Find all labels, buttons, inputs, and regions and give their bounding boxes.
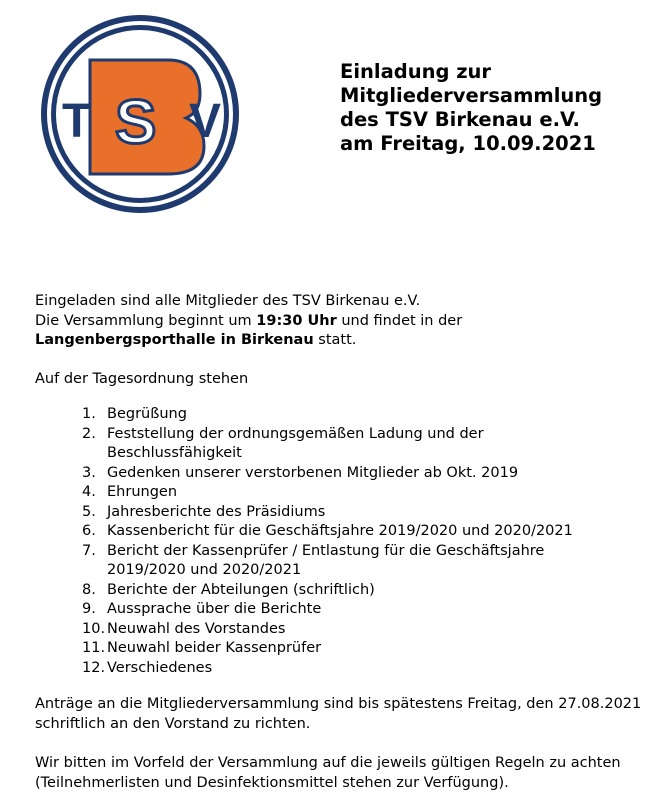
- agenda-number: 10.: [82, 620, 106, 637]
- agenda-item: [82, 620, 622, 640]
- logo-letter-t: T: [62, 95, 92, 148]
- agenda-text: Neuwahl beider Kassenprüfer: [107, 640, 322, 656]
- agenda-item: [82, 464, 622, 484]
- intro-line: [35, 331, 635, 351]
- deadline-paragraph: [35, 695, 642, 734]
- rules-paragraph: [35, 754, 635, 793]
- agenda-item: [82, 522, 622, 542]
- agenda-text: Ehrungen: [107, 484, 178, 500]
- agenda-heading: Auf der Tagesordnung stehen: [35, 371, 249, 387]
- agenda-text: Kassenbericht für die Geschäftsjahre 2019/2020 und 2020/2021: [107, 523, 573, 539]
- agenda-item: [82, 405, 622, 425]
- agenda-item: [82, 483, 622, 503]
- intro-line: Eingeladen sind alle Mitglieder des TSV Birkenau e.V.: [35, 293, 421, 309]
- agenda-item: [82, 600, 622, 620]
- meeting-venue: Langenbergsporthalle in Birkenau: [35, 332, 314, 348]
- intro-text: Die Versammlung beginnt um: [35, 312, 257, 329]
- intro-text: und findet in der: [336, 312, 463, 329]
- agenda-item: [82, 639, 622, 659]
- agenda-list: [82, 405, 622, 678]
- agenda-text: Aussprache über die Berichte: [107, 601, 322, 617]
- agenda-text: Feststellung der ordnungsgemäßen Ladung und der Beschlussfähigkeit: [107, 425, 484, 461]
- logo-letter-v: V: [189, 95, 222, 148]
- logo-letter-s: S: [115, 88, 157, 157]
- agenda-text: Verschiedenes: [107, 659, 213, 676]
- title-line: des TSV Birkenau e.V.: [340, 108, 580, 131]
- agenda-number: 5.: [82, 503, 96, 520]
- agenda-number: 11.: [82, 640, 106, 656]
- agenda-item: [82, 659, 622, 679]
- title-line: Mitgliederversammlung: [340, 84, 603, 107]
- agenda-number: 8.: [82, 581, 96, 598]
- intro-line: [35, 312, 635, 332]
- rules-line: (Teilnehmerlisten und Desinfektionsmittel stehen zur Verfügung).: [35, 774, 509, 791]
- agenda-number: 1.: [82, 406, 96, 422]
- intro-paragraph: [35, 292, 635, 351]
- tsv-birkenau-emblem: [38, 12, 242, 216]
- agenda-text: Jahresberichte des Präsidiums: [107, 503, 326, 520]
- agenda-number: 9.: [82, 601, 96, 617]
- meeting-time: 19:30 Uhr: [256, 312, 337, 329]
- title-line: am Freitag, 10.09.2021: [340, 132, 596, 155]
- agenda-text: Bericht der Kassenprüfer / Entlastung für die Geschäftsjahre 2019/2020 und 2020/2021: [107, 542, 545, 578]
- title-line: Einladung zur: [340, 60, 492, 83]
- agenda-text: Begrüßung: [107, 406, 187, 422]
- agenda-number: 12.: [82, 659, 106, 676]
- rules-line: Wir bitten im Vorfeld der Versammlung auf die jeweils gültigen Regeln zu achten: [35, 755, 621, 771]
- agenda-text: Neuwahl des Vorstandes: [107, 620, 286, 637]
- club-logo: [38, 12, 242, 216]
- agenda-number: 3.: [82, 464, 96, 481]
- agenda-item: [82, 503, 622, 523]
- agenda-item: [82, 425, 622, 464]
- deadline-line: schriftlich an den Vorstand zu richten.: [35, 715, 311, 732]
- agenda-item: [82, 542, 622, 581]
- agenda-number: 4.: [82, 484, 96, 500]
- agenda-number: 6.: [82, 523, 96, 539]
- agenda-text: Gedenken unserer verstorbenen Mitglieder ab Okt. 2019: [107, 464, 519, 481]
- deadline-line: Anträge an die Mitgliederversammlung sind bis spätestens Freitag, den 27.08.2021: [35, 696, 642, 712]
- intro-text: statt.: [313, 332, 357, 348]
- agenda-item: [82, 581, 622, 601]
- agenda-text: Berichte der Abteilungen (schriftlich): [107, 581, 375, 598]
- invitation-title: [340, 60, 640, 156]
- agenda-number: 2.: [82, 425, 96, 442]
- agenda-number: 7.: [82, 542, 96, 559]
